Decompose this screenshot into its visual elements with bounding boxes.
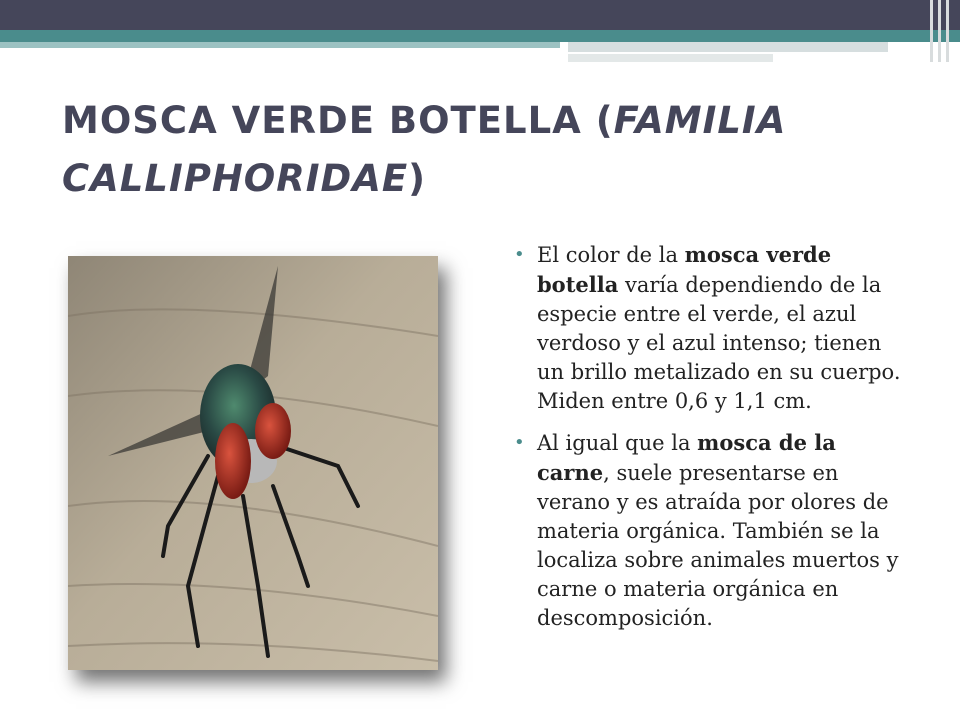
fly-photo (68, 256, 438, 670)
header-band-teal (0, 30, 960, 42)
bullet-item: • El color de la mosca verde botella varía dependiendo de la especie entre el verde, el azul verdoso y el azul intenso; tienen un brillo metalizado en su cuerpo. Miden entre 0,6 y 1,1 cm. (514, 242, 901, 413)
bullet-list (514, 240, 914, 645)
header-band-dark (0, 0, 960, 30)
bullet-item: • Al igual que la mosca de la carne, suele presentarse en verano y es atraída por olores de materia orgánica. También se la localiza sobre animales muertos y carne o materia orgánica en descomposición. (514, 430, 899, 630)
header-vline (938, 0, 941, 62)
header-band-grey-short (568, 54, 773, 62)
slide-title: MOSCA VERDE BOTELLA (FAMILIA CALLIPHORIDAE) (62, 99, 787, 200)
header-vline (946, 0, 949, 62)
bullet-dot-icon: • (514, 244, 525, 265)
bullet-dot-icon: • (514, 432, 525, 453)
header-vline (930, 0, 933, 62)
header-band-grey (568, 42, 888, 52)
